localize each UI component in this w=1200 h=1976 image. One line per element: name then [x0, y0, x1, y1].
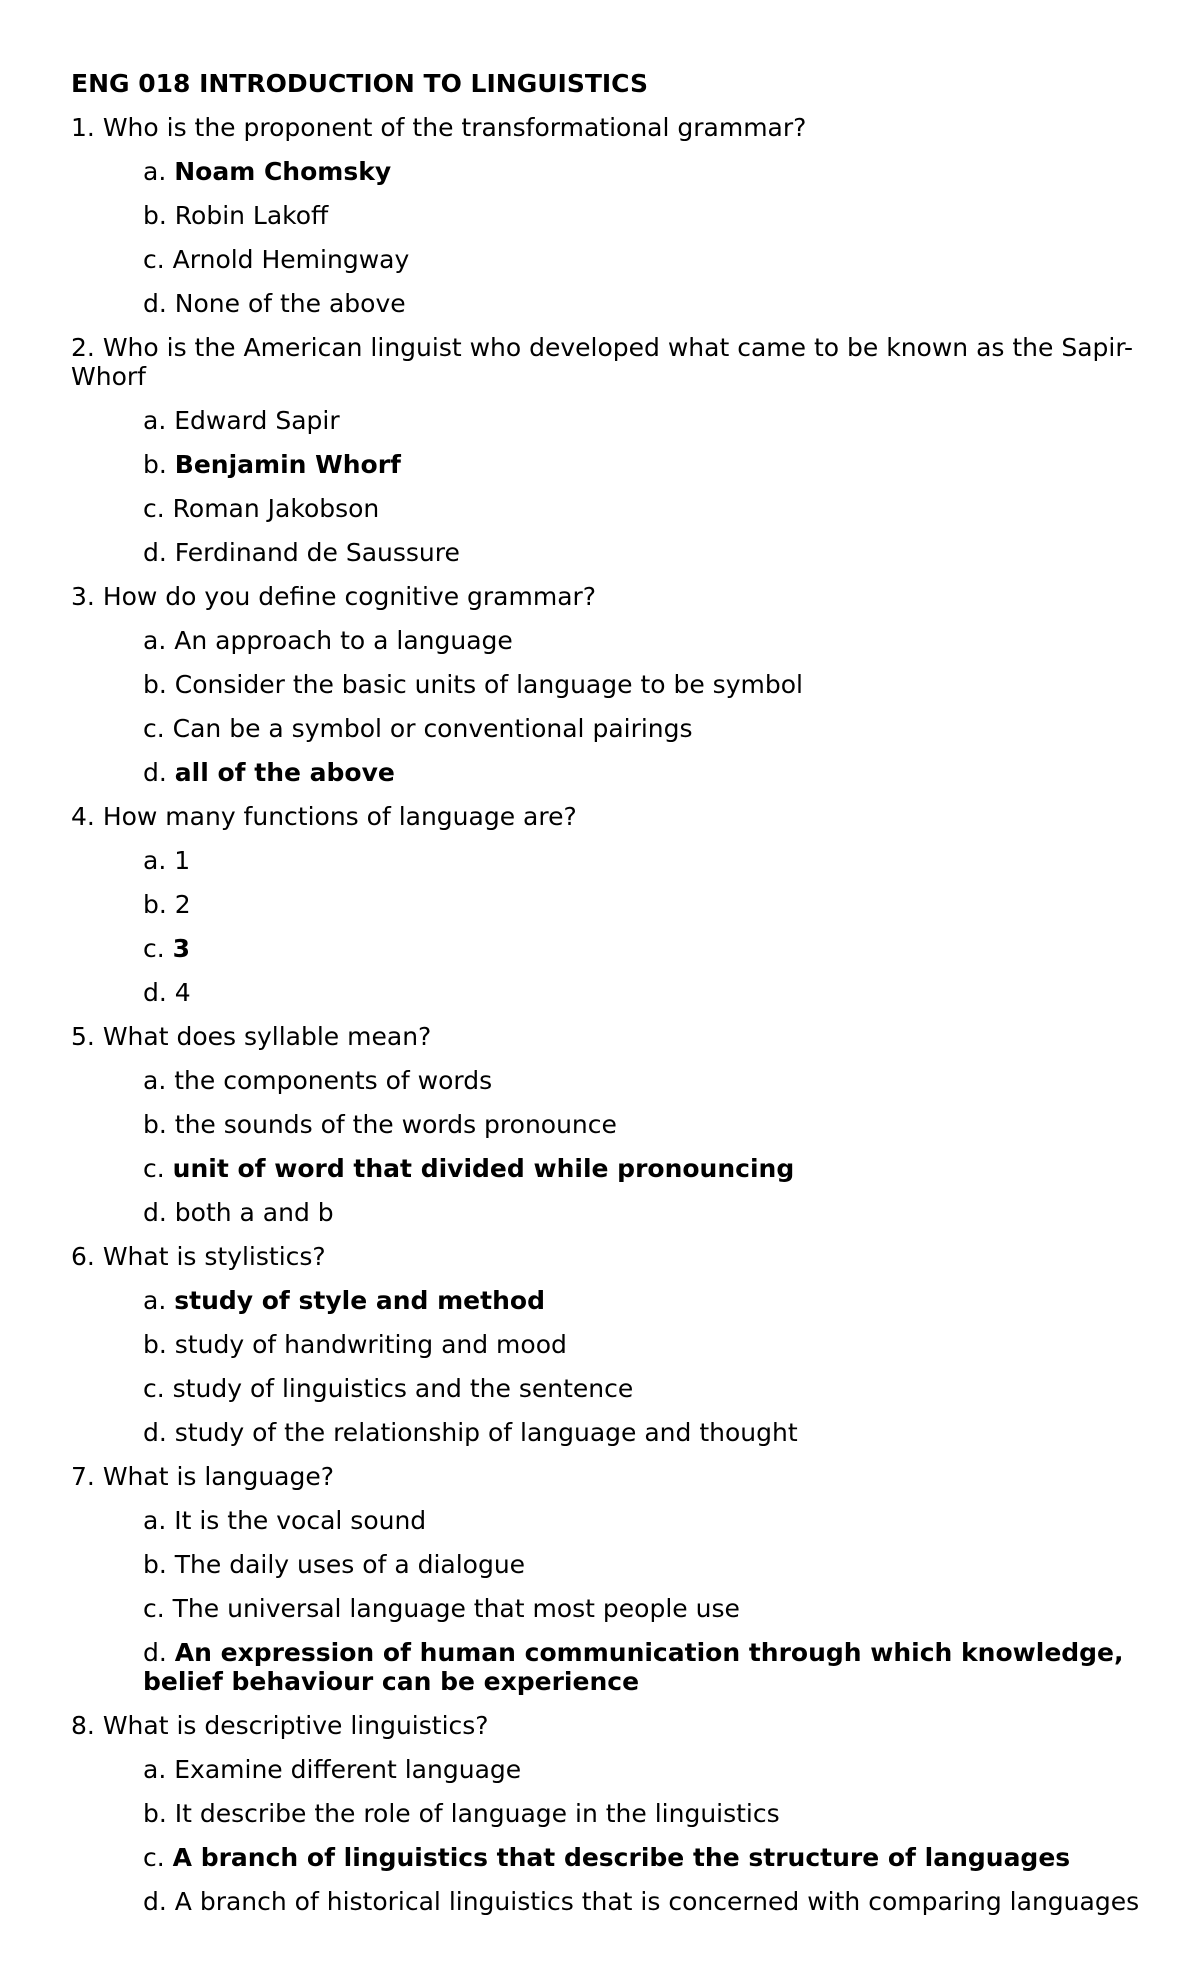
- question-prompt: What is stylistics?: [102, 1242, 326, 1271]
- option-choice: [143, 1198, 1140, 1227]
- option-text: Noam Chomsky: [174, 157, 392, 186]
- option-text: The daily uses of a dialogue: [174, 1550, 526, 1579]
- option-letter: b.: [143, 201, 167, 230]
- option-choice: [143, 1550, 1140, 1579]
- option-text: the sounds of the words pronounce: [174, 1110, 617, 1139]
- option-list: [71, 1066, 1140, 1227]
- question-prompt: What is language?: [102, 1462, 335, 1491]
- option-letter: c.: [143, 1594, 165, 1623]
- option-letter: c.: [143, 1843, 165, 1872]
- option-correct-answer: [143, 1154, 1140, 1183]
- question-5: [71, 1022, 1140, 1227]
- option-letter: d.: [143, 538, 167, 567]
- option-text: Ferdinand de Saussure: [174, 538, 460, 567]
- option-letter: b.: [143, 1330, 167, 1359]
- option-choice: [143, 1506, 1140, 1535]
- option-list: [71, 406, 1140, 567]
- question-number: 7.: [71, 1462, 95, 1491]
- question-number: 6.: [71, 1242, 95, 1271]
- option-letter: a.: [143, 406, 167, 435]
- question-text: [71, 1022, 1140, 1051]
- option-text: It is the vocal sound: [174, 1506, 427, 1535]
- option-correct-answer: [143, 1843, 1140, 1872]
- option-letter: b.: [143, 890, 167, 919]
- question-text: [71, 113, 1140, 142]
- option-list: [71, 626, 1140, 787]
- option-text: 2: [174, 890, 191, 919]
- option-letter: c.: [143, 494, 165, 523]
- option-letter: c.: [143, 245, 165, 274]
- option-correct-answer: [143, 934, 1140, 963]
- option-choice: [143, 1330, 1140, 1359]
- option-letter: d.: [143, 1418, 167, 1447]
- option-text: Roman Jakobson: [172, 494, 380, 523]
- option-choice: [143, 1066, 1140, 1095]
- question-text: [71, 1462, 1140, 1491]
- question-3: [71, 582, 1140, 787]
- option-choice: [143, 201, 1140, 230]
- option-choice: [143, 1418, 1140, 1447]
- option-text: Arnold Hemingway: [172, 245, 410, 274]
- question-text: [71, 333, 1140, 391]
- option-text: It describe the role of language in the linguistics: [174, 1799, 780, 1828]
- option-letter: a.: [143, 1066, 167, 1095]
- question-number: 3.: [71, 582, 95, 611]
- option-choice: [143, 494, 1140, 523]
- question-prompt: What does syllable mean?: [102, 1022, 432, 1051]
- question-prompt: How do you define cognitive grammar?: [102, 582, 597, 611]
- option-correct-answer: [143, 1286, 1140, 1315]
- option-letter: d.: [143, 978, 167, 1007]
- question-prompt: Who is the proponent of the transformational grammar?: [102, 113, 807, 142]
- option-correct-answer: [143, 758, 1140, 787]
- option-list: [71, 1755, 1140, 1916]
- option-text: Edward Sapir: [174, 406, 340, 435]
- option-correct-answer: [143, 1638, 1140, 1696]
- option-list: [71, 1286, 1140, 1447]
- option-text: unit of word that divided while pronouncing: [172, 1154, 795, 1183]
- option-letter: a.: [143, 1755, 167, 1784]
- question-prompt: How many functions of language are?: [102, 802, 577, 831]
- question-number: 8.: [71, 1711, 95, 1740]
- option-text: A branch of historical linguistics that is concerned with comparing languages: [174, 1887, 1140, 1916]
- option-text: 1: [174, 846, 191, 875]
- option-text: A branch of linguistics that describe the structure of languages: [172, 1843, 1071, 1872]
- question-number: 4.: [71, 802, 95, 831]
- option-list: [71, 846, 1140, 1007]
- option-letter: d.: [143, 1638, 167, 1667]
- option-text: Consider the basic units of language to be symbol: [174, 670, 803, 699]
- option-letter: a.: [143, 157, 167, 186]
- option-choice: [143, 1799, 1140, 1828]
- option-letter: b.: [143, 1550, 167, 1579]
- option-letter: d.: [143, 1887, 167, 1916]
- question-2: [71, 333, 1140, 567]
- option-letter: d.: [143, 1198, 167, 1227]
- question-number: 2.: [71, 333, 95, 362]
- question-6: [71, 1242, 1140, 1447]
- option-choice: [143, 670, 1140, 699]
- option-letter: b.: [143, 1799, 167, 1828]
- option-choice: [143, 289, 1140, 318]
- option-letter: b.: [143, 1110, 167, 1139]
- option-choice: [143, 1887, 1140, 1916]
- option-choice: [143, 538, 1140, 567]
- option-choice: [143, 406, 1140, 435]
- option-list: [71, 157, 1140, 318]
- option-correct-answer: [143, 157, 1140, 186]
- question-prompt: What is descriptive linguistics?: [102, 1711, 489, 1740]
- option-choice: [143, 1110, 1140, 1139]
- option-choice: [143, 1594, 1140, 1623]
- option-text: Benjamin Whorf: [174, 450, 401, 479]
- option-choice: [143, 626, 1140, 655]
- option-text: Examine different language: [174, 1755, 522, 1784]
- option-letter: a.: [143, 1506, 167, 1535]
- option-text: study of the relationship of language and thought: [174, 1418, 798, 1447]
- option-list: [71, 1506, 1140, 1696]
- option-letter: c.: [143, 1374, 165, 1403]
- question-text: [71, 802, 1140, 831]
- option-letter: a.: [143, 1286, 167, 1315]
- option-text: None of the above: [174, 289, 406, 318]
- option-choice: [143, 714, 1140, 743]
- option-text: The universal language that most people use: [172, 1594, 740, 1623]
- document-title: ENG 018 INTRODUCTION TO LINGUISTICS: [71, 69, 648, 98]
- option-correct-answer: [143, 450, 1140, 479]
- option-choice: [143, 846, 1140, 875]
- option-text: all of the above: [174, 758, 395, 787]
- question-4: [71, 802, 1140, 1007]
- question-1: [71, 113, 1140, 318]
- option-text: 4: [174, 978, 191, 1007]
- option-letter: b.: [143, 670, 167, 699]
- option-choice: [143, 890, 1140, 919]
- option-text: study of style and method: [174, 1286, 545, 1315]
- question-list: [71, 113, 1140, 1916]
- question-8: [71, 1711, 1140, 1916]
- option-text: 3: [172, 934, 191, 963]
- option-choice: [143, 245, 1140, 274]
- option-text: both a and b: [174, 1198, 334, 1227]
- question-text: [71, 1242, 1140, 1271]
- option-text: An approach to a language: [174, 626, 513, 655]
- option-letter: c.: [143, 934, 165, 963]
- option-letter: c.: [143, 714, 165, 743]
- option-letter: c.: [143, 1154, 165, 1183]
- option-text: Can be a symbol or conventional pairings: [172, 714, 693, 743]
- option-letter: b.: [143, 450, 167, 479]
- option-letter: a.: [143, 626, 167, 655]
- question-prompt: Who is the American linguist who developed what came to be known as the Sapir-Whorf: [71, 333, 1134, 391]
- question-text: [71, 1711, 1140, 1740]
- question-7: [71, 1462, 1140, 1696]
- option-text: the components of words: [174, 1066, 493, 1095]
- option-choice: [143, 978, 1140, 1007]
- option-text: An expression of human communication through which knowledge, belief behaviour can be experience: [143, 1638, 1124, 1696]
- option-letter: a.: [143, 846, 167, 875]
- option-text: Robin Lakoff: [174, 201, 329, 230]
- option-choice: [143, 1374, 1140, 1403]
- option-letter: d.: [143, 289, 167, 318]
- question-number: 5.: [71, 1022, 95, 1051]
- option-choice: [143, 1755, 1140, 1784]
- question-text: [71, 582, 1140, 611]
- option-text: study of linguistics and the sentence: [172, 1374, 634, 1403]
- question-number: 1.: [71, 113, 95, 142]
- option-text: study of handwriting and mood: [174, 1330, 567, 1359]
- option-letter: d.: [143, 758, 167, 787]
